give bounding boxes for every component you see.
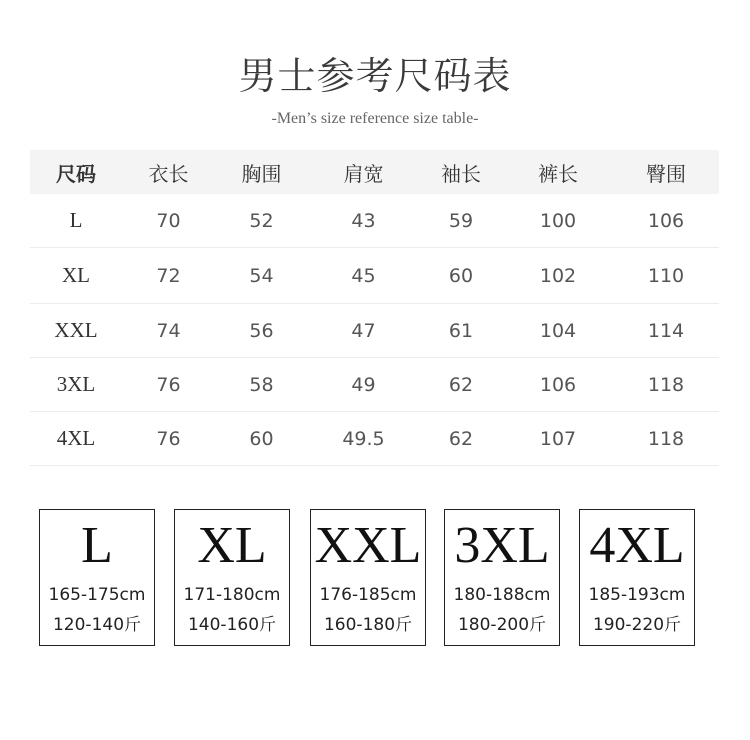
size-card-l (39, 509, 155, 646)
table-cell-size: XL (30, 248, 122, 304)
table-cell: 58 (215, 358, 308, 412)
size-card-xxl (310, 509, 426, 646)
table-cell: 45 (308, 248, 419, 304)
table-cell: 118 (613, 412, 719, 466)
table-cell: 106 (613, 194, 719, 248)
header-chest: 胸围 (215, 150, 308, 194)
table-cell: 49 (308, 358, 419, 412)
table-cell: 74 (122, 304, 215, 358)
size-card-4xl (579, 509, 695, 646)
table-cell: 76 (122, 358, 215, 412)
table-cell: 102 (503, 248, 613, 304)
table-row (30, 304, 719, 358)
table-cell: 62 (419, 358, 503, 412)
page-title: 男士参考尺码表 (238, 54, 512, 98)
table-cell: 62 (419, 412, 503, 466)
card-size-label: 4XL (589, 517, 685, 574)
table-cell: 100 (503, 194, 613, 248)
table-cell: 118 (613, 358, 719, 412)
table-cell: 110 (613, 248, 719, 304)
header-length: 衣长 (122, 150, 215, 194)
card-weight-range: 180-200斤 (457, 615, 547, 635)
card-height-range: 165-175cm (48, 585, 146, 605)
table-cell: 106 (503, 358, 613, 412)
card-size-label: 3XL (454, 517, 550, 574)
card-weight-range: 120-140斤 (52, 615, 142, 635)
table-cell-size: 3XL (30, 358, 122, 412)
size-table (30, 150, 719, 466)
table-cell: 114 (613, 304, 719, 358)
table-cell: 60 (419, 248, 503, 304)
table-header-row (30, 150, 719, 194)
card-size-label: XXL (314, 517, 422, 574)
header-size: 尺码 (30, 150, 122, 194)
card-size-label: XL (197, 517, 267, 574)
table-cell: 52 (215, 194, 308, 248)
page-subtitle: -Men’s size reference size table- (271, 110, 479, 127)
card-weight-range: 140-160斤 (187, 615, 277, 635)
card-height-range: 176-185cm (319, 585, 417, 605)
table-cell-size: XXL (30, 304, 122, 358)
table-cell: 72 (122, 248, 215, 304)
card-weight-range: 190-220斤 (592, 615, 682, 635)
size-card-xl (174, 509, 290, 646)
card-height-range: 185-193cm (588, 585, 686, 605)
table-row (30, 412, 719, 466)
table-cell-size: L (30, 194, 122, 248)
card-height-range: 180-188cm (453, 585, 551, 605)
header-shoulder: 肩宽 (308, 150, 419, 194)
table-cell: 49.5 (308, 412, 419, 466)
header-hip: 臀围 (613, 150, 719, 194)
table-cell: 59 (419, 194, 503, 248)
card-weight-range: 160-180斤 (323, 615, 413, 635)
table-cell: 107 (503, 412, 613, 466)
card-height-range: 171-180cm (183, 585, 281, 605)
table-row (30, 194, 719, 248)
table-cell: 70 (122, 194, 215, 248)
table-row (30, 248, 719, 304)
table-cell: 76 (122, 412, 215, 466)
header-pants-length: 裤长 (503, 150, 613, 194)
table-cell: 60 (215, 412, 308, 466)
table-cell-size: 4XL (30, 412, 122, 466)
table-cell: 104 (503, 304, 613, 358)
size-card-3xl (444, 509, 560, 646)
table-cell: 54 (215, 248, 308, 304)
table-cell: 56 (215, 304, 308, 358)
table-cell: 61 (419, 304, 503, 358)
table-cell: 47 (308, 304, 419, 358)
table-cell: 43 (308, 194, 419, 248)
header-sleeve: 袖长 (419, 150, 503, 194)
table-row (30, 358, 719, 412)
card-size-label: L (81, 517, 113, 574)
